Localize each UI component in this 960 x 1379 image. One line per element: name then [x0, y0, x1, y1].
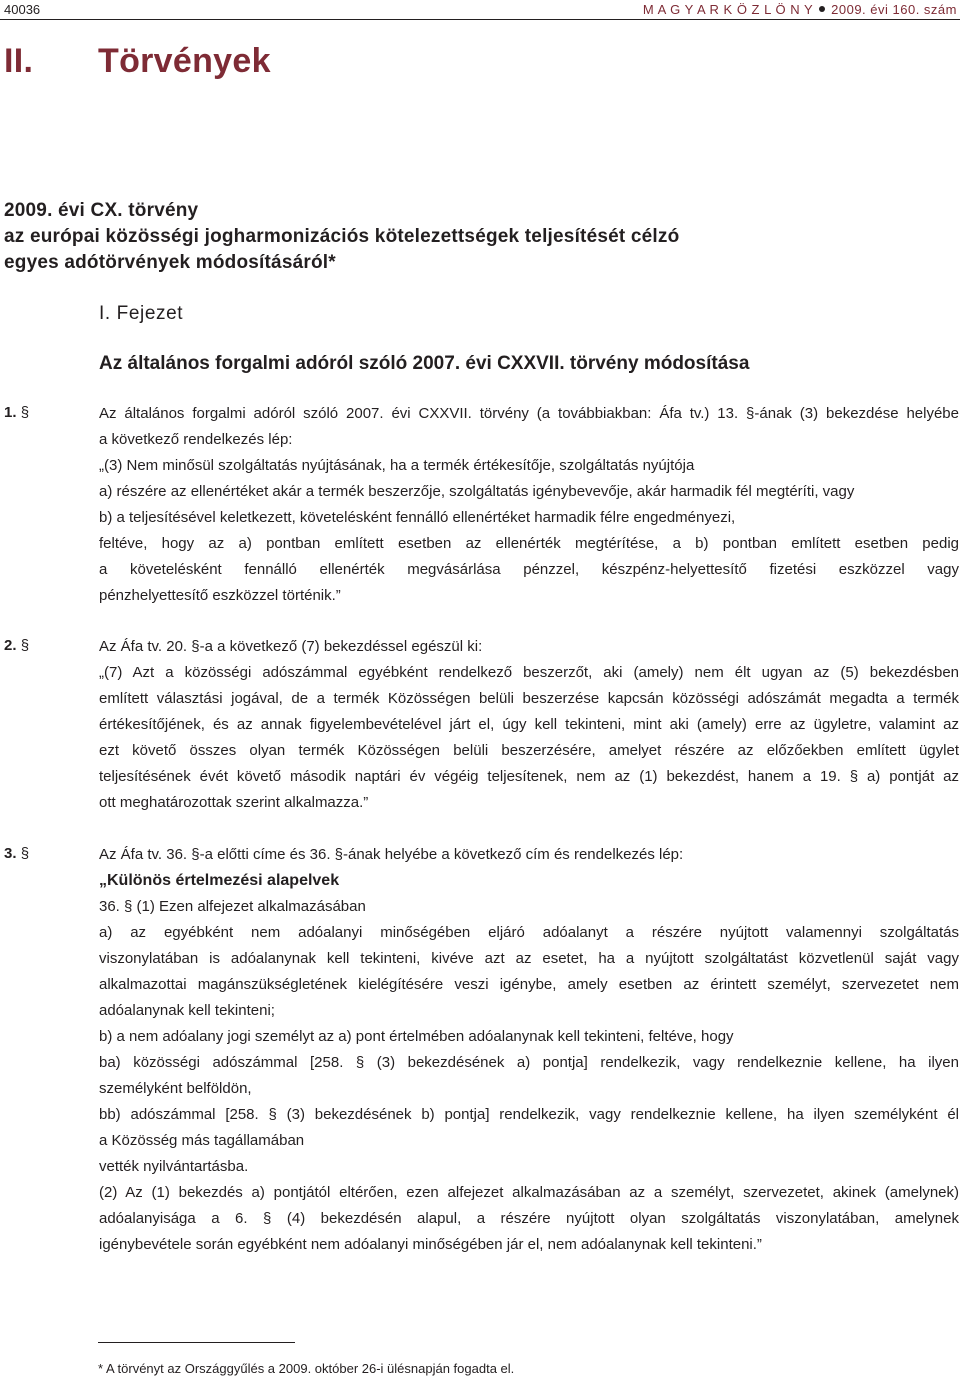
section-2-number: 2. § — [4, 637, 30, 654]
section-1-line: a) részére az ellenértéket akár a termék beszerzője, szolgáltatás igénybevevője, akár harmadik fél megtéríti, vagy — [99, 483, 855, 500]
footnote: * A törvényt az Országgyűlés a 2009. október 26-i ülésnapján fogadta el. — [98, 1361, 515, 1376]
section-3-line: igénybevétele során egyébként nem adóalanyi minőségében jár el, nem adóalanynak kell tekinteni.” — [99, 1236, 762, 1253]
section-2-line: „(7) Azt a közösségi adószámmal egyébként rendelkező beszerzőt, aki (amely) nem élt ugyan az (5) bekezdésben — [99, 664, 959, 681]
chapter-title: Az általános forgalmi adóról szóló 2007. évi CXXVII. törvény módosítása — [99, 353, 750, 374]
section-1-line: b) a teljesítésével keletkezett, követelésként fennálló ellenértéket harmadik félre engedményezi, — [99, 509, 736, 526]
bullet-icon — [819, 6, 825, 12]
section-3-line: viszonylatában is adóalanynak kell tekinteni, kivéve azt az esetet, ha a nyújtott szolgáltatást közvetlenül saját vagy — [99, 950, 959, 967]
law-title-line-2: az európai közösségi jogharmonizációs kötelezettségek teljesítését célzó — [4, 226, 680, 247]
part-number: II. — [4, 42, 34, 80]
chapter-label: I. Fejezet — [99, 303, 184, 324]
page-number: 40036 — [4, 2, 41, 17]
journal-header — [643, 2, 957, 17]
section-3-line: alkalmazottai magánszükségletének kielégítésére veszi igénybe, amely esetben az érintett személyt, szervezetet nem — [99, 976, 959, 993]
section-3-subtitle: „Különös értelmezési alapelvek — [99, 872, 340, 889]
section-1-line: a következő rendelkezés lép: — [99, 431, 293, 448]
journal-title: M A G Y A R K Ö Z L Ö N Y — [642, 2, 814, 17]
section-1-line: feltéve, hogy az a) pontban említett esetben az ellenérték megtérítése, a b) pontban említett esetben pedig — [99, 535, 959, 552]
section-3-line: a) az egyébként nem adóalanyi minőségében eljáró adóalanyt a részére nyújtott valamennyi szolgáltatás — [99, 924, 959, 941]
part-title: Törvények — [98, 42, 271, 80]
section-2-line: ezt követő összes olyan termék Közösségen belüli beszerzésére, amelyet részére az előzőekben említett ügylet — [99, 742, 959, 759]
law-title-line-1: 2009. évi CX. törvény — [4, 200, 199, 221]
section-1-line: pénzhelyettesítő eszközzel történik.” — [99, 587, 341, 604]
section-2-line: értékesítőjének, és az annak figyelembevételével járt el, úgy kell tekinteni, mint aki (amely) erre az ügyletre, valamint az — [99, 716, 959, 733]
section-3-line: b) a nem adóalany jogi személyt az a) pont értelmében adóalanynak kell tekinteni, feltéve, hogy — [99, 1028, 734, 1045]
header-rule — [0, 19, 960, 20]
section-3-line: bb) adószámmal [258. § (3) bekezdésének b) pontja] rendelkezik, vagy rendelkeznie kellene, ha ilyen személyként él — [99, 1106, 959, 1123]
issue-number: 2009. évi 160. szám — [831, 2, 957, 17]
section-3-line: személyként belföldön, — [99, 1080, 252, 1097]
section-3-line: ba) közösségi adószámmal [258. § (3) bekezdésének a) pontja] rendelkezik, vagy rendelkeznie kellene, ha ilyen — [99, 1054, 959, 1071]
section-2-line: Az Áfa tv. 20. §-a a következő (7) bekezdéssel egészül ki: — [99, 638, 483, 655]
section-3-line: (2) Az (1) bekezdés a) pontjától eltérően, ezen alfejezet alkalmazásában az a személyt, szervezetet, akinek (amelynek) — [99, 1184, 959, 1201]
law-title-line-3: egyes adótörvények módosításáról* — [4, 252, 336, 273]
section-3-line: a Közösség más tagállamában — [99, 1132, 305, 1149]
section-2-line: teljesítésének évét követő második naptári év végéig teljesítenek, nem az (1) bekezdést, hanem a 19. § a) pontját az — [99, 768, 959, 785]
section-2-line: ott meghatározottak szerint alkalmazza.” — [99, 794, 369, 811]
section-3-line: 36. § (1) Ezen alfejezet alkalmazásában — [99, 898, 366, 915]
section-1-line: a követelésként fennálló ellenérték megvásárlása pénzzel, készpénz-helyettesítő fizetési eszközzel vagy — [99, 561, 959, 578]
section-2-line: említett választási jogával, de a termék Közösségen belüli beszerzése kapcsán közösségi adószámát megadta a termék — [99, 690, 959, 707]
section-3-line: Az Áfa tv. 36. §-a előtti címe és 36. §-ának helyébe a következő cím és rendelkezés lép: — [99, 846, 684, 863]
section-3-number: 3. § — [4, 845, 30, 862]
section-3-line: vették nyilvántartásba. — [99, 1158, 249, 1175]
footnote-rule — [98, 1342, 295, 1343]
section-1-number: 1. § — [4, 404, 30, 421]
section-3-line: adóalanynak kell tekinteni; — [99, 1002, 275, 1019]
section-1-line: Az általános forgalmi adóról szóló 2007. évi CXXVII. törvény (a továbbiakban: Áfa tv.) 13. §-ának (3) bekezdése helyébe — [99, 405, 959, 422]
section-3-line: adóalanyisága a 6. § (4) bekezdésén alapul, a részére nyújtott olyan szolgáltatás viszonylatában, amelynek — [99, 1210, 959, 1227]
section-1-line: „(3) Nem minősül szolgáltatás nyújtásának, ha a termék értékesítője, szolgáltatás nyújtója — [99, 457, 695, 474]
